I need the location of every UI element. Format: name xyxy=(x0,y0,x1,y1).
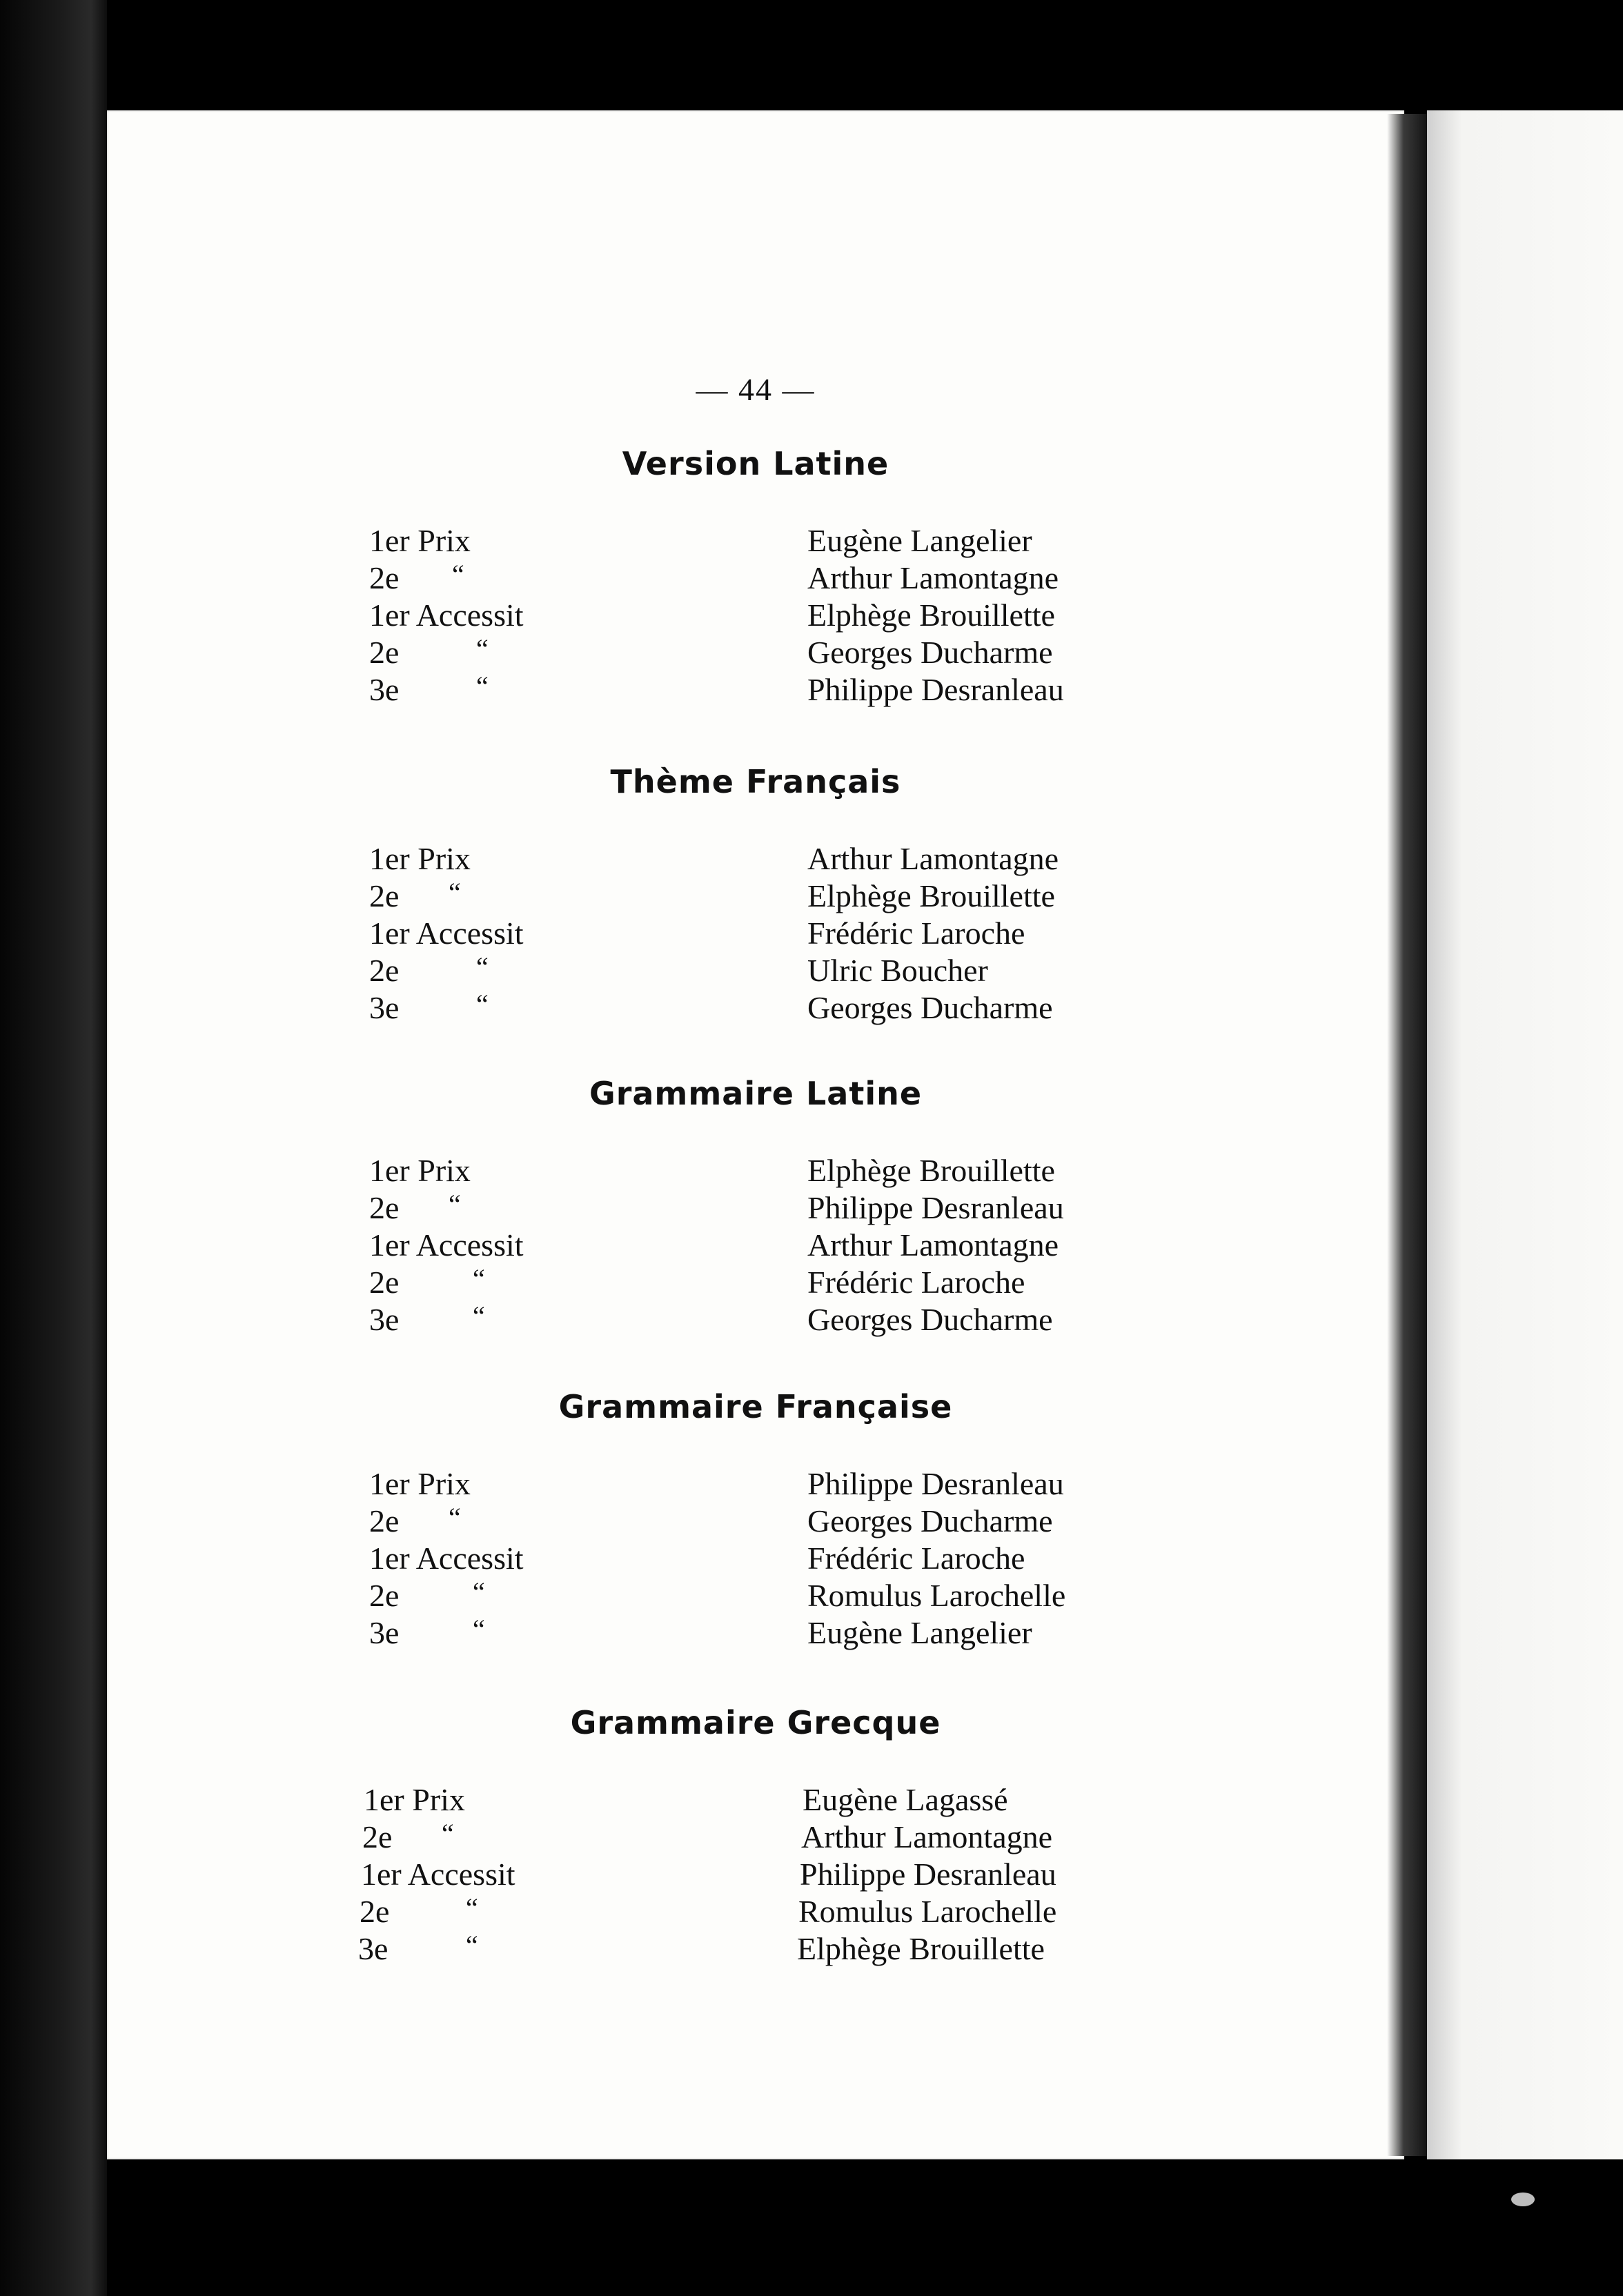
ditto-mark: “ xyxy=(476,671,489,702)
prize-rank: 1er Accessit xyxy=(369,1541,524,1576)
prize-rank: 1er Accessit xyxy=(361,1857,515,1892)
prize-rank: 3e xyxy=(358,1931,388,1966)
winner-name: Georges Ducharme xyxy=(807,1302,1053,1337)
winner-name: Philippe Desranleau xyxy=(800,1857,1056,1892)
winner-name: Ulric Boucher xyxy=(807,953,988,988)
page-number: — 44 — xyxy=(696,372,816,407)
prize-row xyxy=(107,840,1404,878)
prize-rank: 2e xyxy=(369,1265,400,1300)
winner-name: Eugène Lagassé xyxy=(803,1782,1008,1817)
winner-name: Romulus Larochelle xyxy=(798,1894,1057,1929)
ditto-mark: “ xyxy=(473,1576,485,1607)
prize-row xyxy=(107,1893,1404,1930)
winner-name: Elphège Brouillette xyxy=(797,1931,1045,1966)
scan-speck xyxy=(1511,2193,1535,2206)
prize-row xyxy=(107,1465,1404,1503)
ditto-mark: “ xyxy=(449,1502,461,1533)
prize-row xyxy=(107,1540,1404,1577)
prize-row xyxy=(107,1189,1404,1227)
prize-rank: 3e xyxy=(369,1615,400,1650)
prize-rank: 1er Accessit xyxy=(369,1227,524,1263)
prize-row xyxy=(107,671,1404,709)
section-title: Grammaire Grecque xyxy=(570,1704,941,1741)
winner-name: Arthur Lamontagne xyxy=(801,1819,1053,1854)
winner-name: Eugène Langelier xyxy=(807,1615,1032,1650)
prize-rank: 3e xyxy=(369,990,400,1025)
prize-rank: 3e xyxy=(369,1302,400,1337)
prize-row xyxy=(107,915,1404,952)
section-title: Grammaire Française xyxy=(558,1388,953,1425)
prize-row xyxy=(107,1264,1404,1301)
winner-name: Georges Ducharme xyxy=(807,990,1053,1025)
prize-rank: 1er Accessit xyxy=(369,916,524,951)
prize-list xyxy=(107,840,1404,1027)
ditto-mark: “ xyxy=(476,633,489,664)
winner-name: Arthur Lamontagne xyxy=(807,1227,1059,1263)
prize-rank: 1er Prix xyxy=(369,523,471,558)
ditto-mark: “ xyxy=(476,951,489,982)
section-title: Thème Français xyxy=(610,763,901,800)
prize-row xyxy=(107,522,1404,560)
prize-rank: 1er Prix xyxy=(369,1153,471,1188)
ditto-mark: “ xyxy=(449,877,461,908)
winner-name: Elphège Brouillette xyxy=(807,1153,1055,1188)
prize-row xyxy=(107,1614,1404,1652)
prize-rank: 2e xyxy=(369,1503,400,1538)
prize-rank: 1er Prix xyxy=(369,1466,471,1501)
prize-list xyxy=(107,1465,1404,1652)
prize-row xyxy=(107,1152,1404,1189)
winner-name: Arthur Lamontagne xyxy=(807,841,1059,876)
prize-rank: 3e xyxy=(369,672,400,707)
winner-name: Romulus Larochelle xyxy=(807,1578,1066,1613)
page-content xyxy=(107,110,1404,2159)
prize-row xyxy=(107,878,1404,915)
prize-rank: 2e xyxy=(369,1578,400,1613)
prize-row xyxy=(107,597,1404,634)
winner-name: Philippe Desranleau xyxy=(807,1466,1064,1501)
winner-name: Elphège Brouillette xyxy=(807,597,1055,633)
prize-list xyxy=(107,522,1404,709)
prize-rank: 1er Prix xyxy=(369,841,471,876)
book-spine-shadow xyxy=(0,0,107,2296)
prize-row xyxy=(107,1856,1404,1893)
prize-row xyxy=(107,1819,1404,1856)
prize-rank: 2e xyxy=(369,560,400,595)
winner-name: Arthur Lamontagne xyxy=(807,560,1059,595)
prize-list xyxy=(107,1781,1404,1968)
prize-row xyxy=(107,1781,1404,1819)
ditto-mark: “ xyxy=(442,1818,454,1849)
prize-row xyxy=(107,560,1404,597)
ditto-mark: “ xyxy=(473,1614,485,1645)
prize-row xyxy=(107,1577,1404,1614)
ditto-mark: “ xyxy=(449,1189,461,1220)
section-title: Version Latine xyxy=(622,445,889,482)
prize-row xyxy=(107,634,1404,671)
ditto-mark: “ xyxy=(466,1930,478,1961)
prize-rank: 2e xyxy=(369,878,400,913)
prize-rank: 2e xyxy=(369,635,400,670)
prize-row xyxy=(107,1227,1404,1264)
winner-name: Eugène Langelier xyxy=(807,523,1032,558)
ditto-mark: “ xyxy=(473,1300,485,1332)
prize-rank: 1er Accessit xyxy=(369,597,524,633)
prize-row xyxy=(107,1503,1404,1540)
facing-page-edge xyxy=(1427,110,1623,2159)
winner-name: Frédéric Laroche xyxy=(807,1541,1025,1576)
prize-rank: 2e xyxy=(360,1894,390,1929)
prize-row xyxy=(107,989,1404,1027)
ditto-mark: “ xyxy=(473,1263,485,1294)
winner-name: Philippe Desranleau xyxy=(807,672,1064,707)
winner-name: Frédéric Laroche xyxy=(807,916,1025,951)
winner-name: Georges Ducharme xyxy=(807,635,1053,670)
ditto-mark: “ xyxy=(452,559,464,590)
prize-list xyxy=(107,1152,1404,1338)
winner-name: Philippe Desranleau xyxy=(807,1190,1064,1225)
ditto-mark: “ xyxy=(476,989,489,1020)
prize-row xyxy=(107,1930,1404,1968)
prize-row xyxy=(107,1301,1404,1338)
winner-name: Frédéric Laroche xyxy=(807,1265,1025,1300)
prize-rank: 2e xyxy=(362,1819,393,1854)
winner-name: Elphège Brouillette xyxy=(807,878,1055,913)
ditto-mark: “ xyxy=(466,1892,478,1923)
prize-row xyxy=(107,952,1404,989)
section-title: Grammaire Latine xyxy=(589,1075,923,1112)
winner-name: Georges Ducharme xyxy=(807,1503,1053,1538)
prize-rank: 1er Prix xyxy=(364,1782,465,1817)
prize-rank: 2e xyxy=(369,1190,400,1225)
prize-rank: 2e xyxy=(369,953,400,988)
